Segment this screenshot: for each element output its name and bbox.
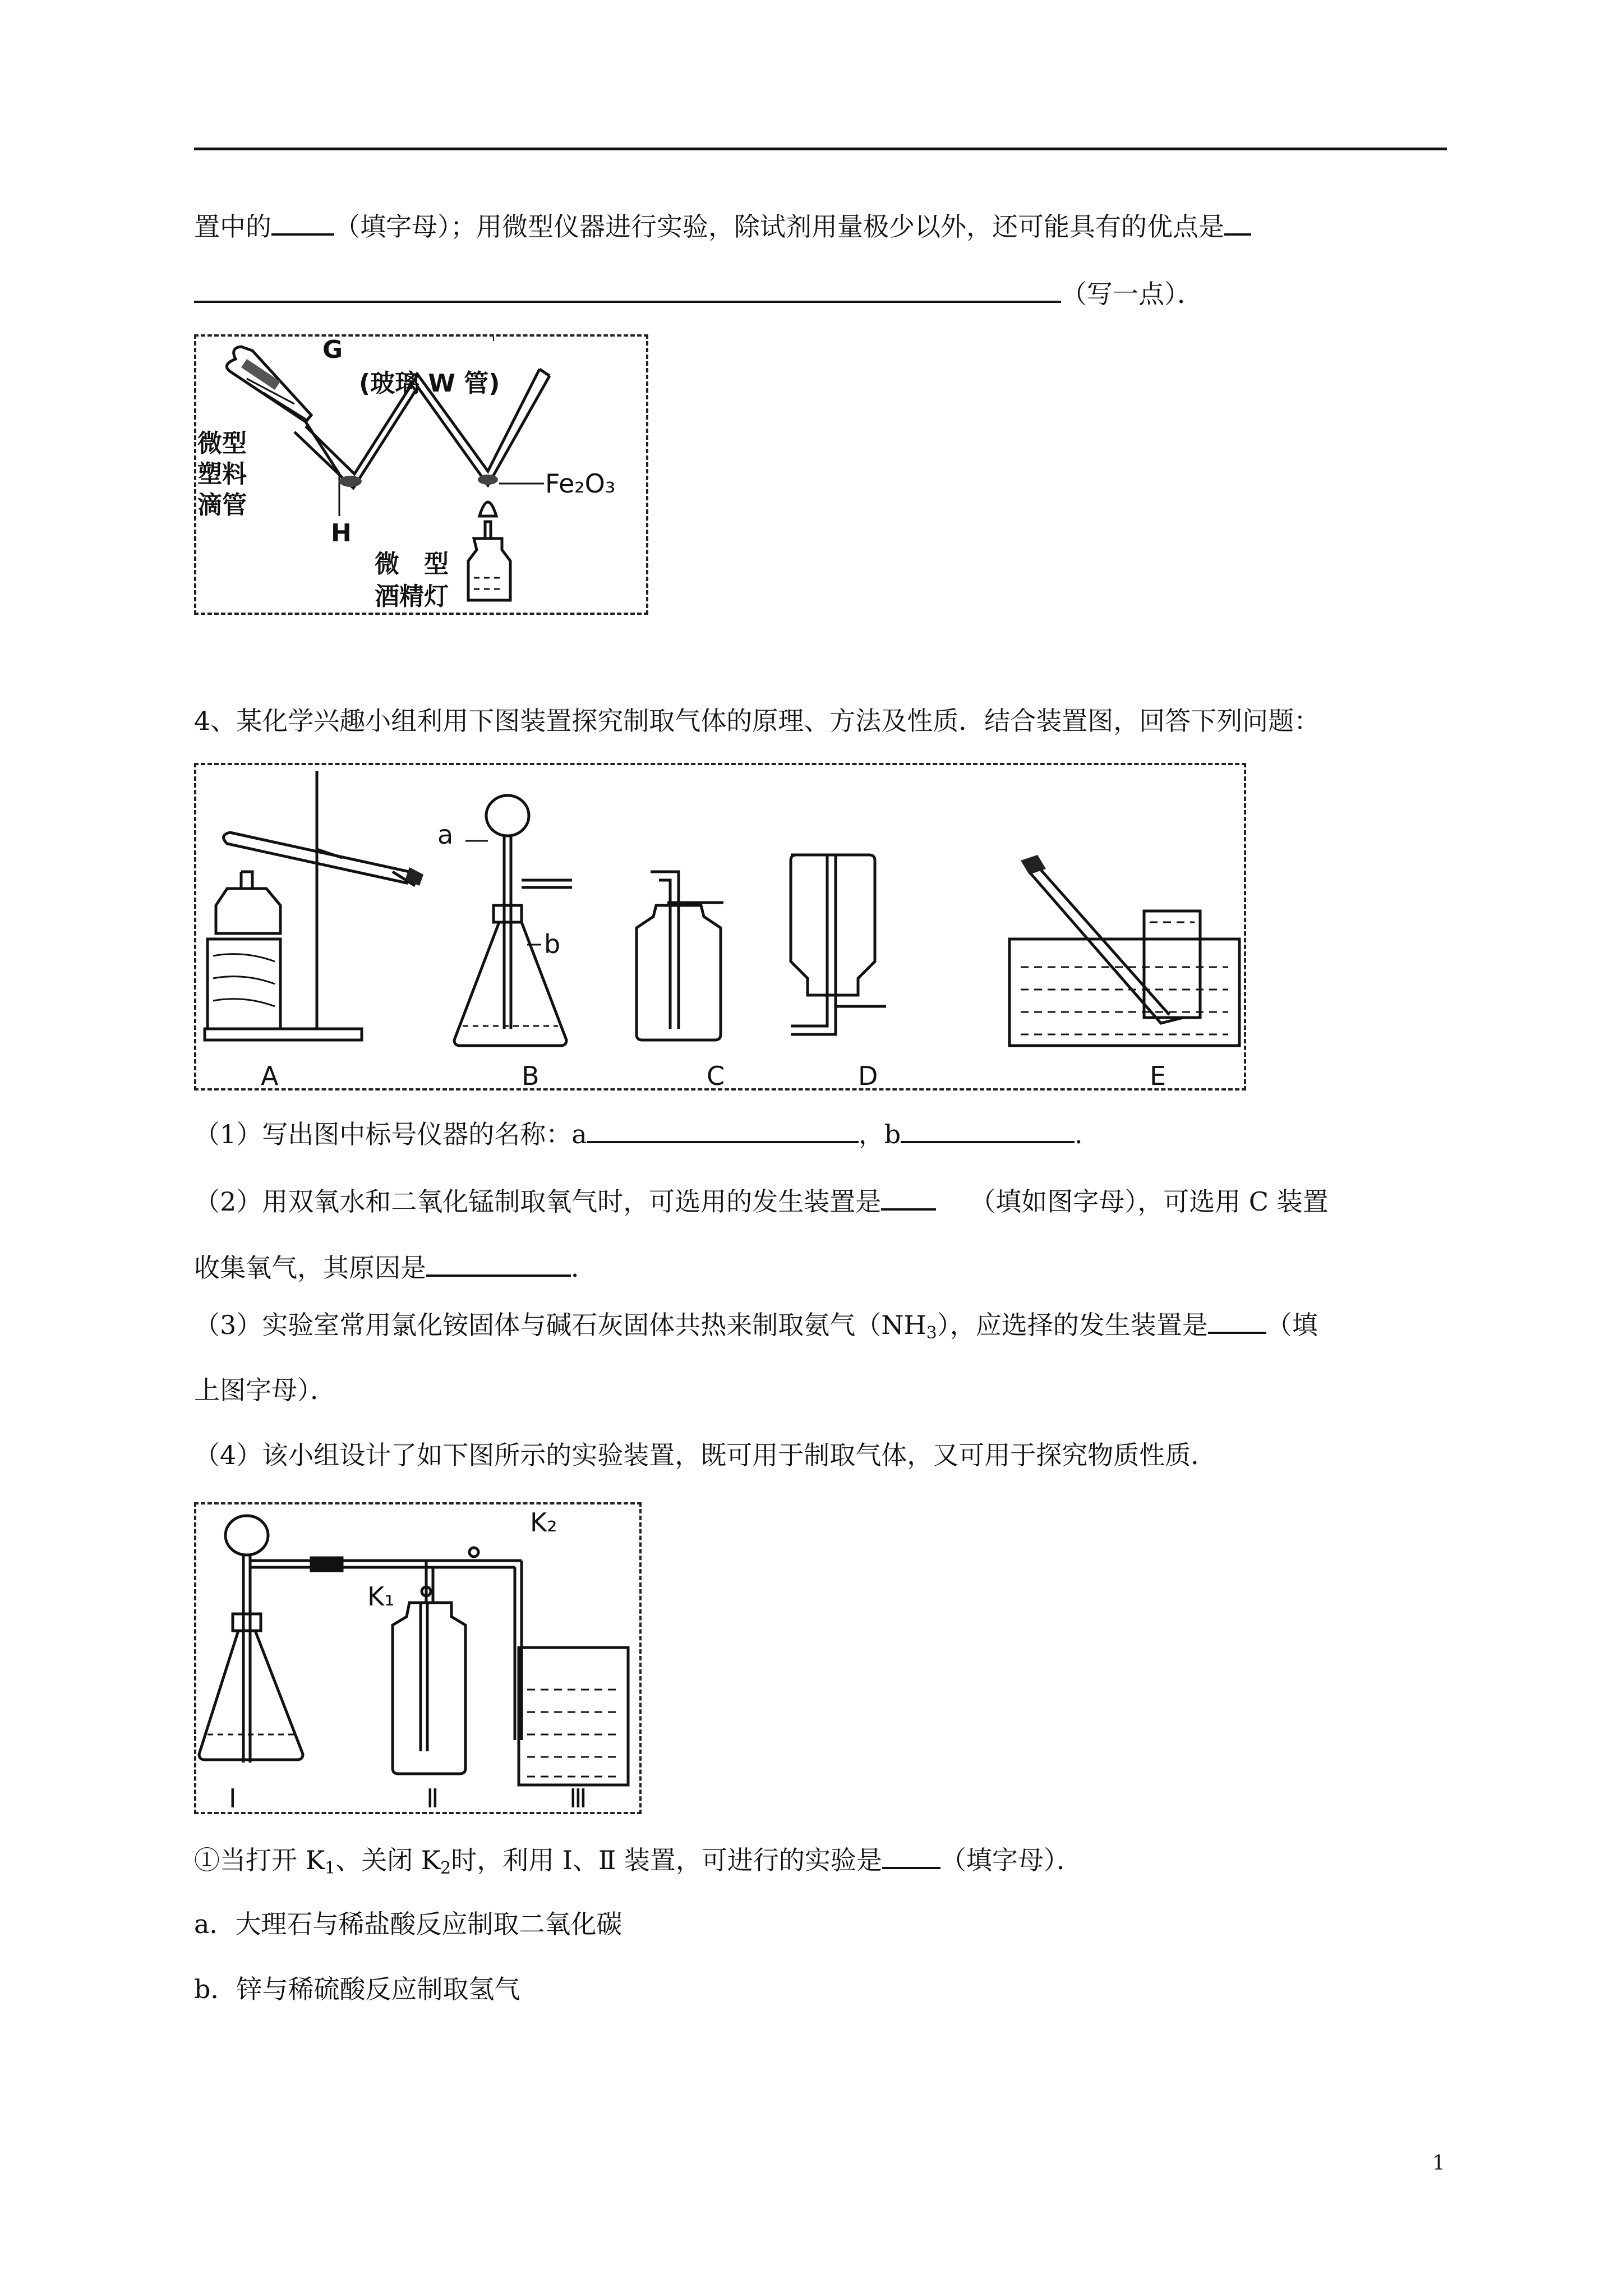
q3-blank-2[interactable] bbox=[1224, 209, 1251, 236]
q4-p1-blank-b[interactable] bbox=[901, 1116, 1075, 1143]
q4-p2-text-b: （填如图字母），可选用 C 装置 bbox=[970, 1186, 1329, 1217]
q4-p3-text-b: ），应选择的发生装置是 bbox=[937, 1310, 1208, 1340]
q3-text-a: 置中的 bbox=[194, 211, 271, 242]
label-a: a bbox=[437, 820, 454, 850]
q3-text-c: （写一点）． bbox=[1061, 279, 1203, 309]
label-lamp-1: 微 型 bbox=[375, 550, 449, 578]
q4-s1-sub1: 1 bbox=[325, 1858, 336, 1878]
label-B: B bbox=[522, 1061, 540, 1091]
q3-line-1 bbox=[194, 209, 1251, 243]
label-k2: K₂ bbox=[530, 1507, 557, 1538]
q4-p3-line-1 bbox=[194, 1307, 1318, 1350]
page-number: 1 bbox=[1432, 2152, 1445, 2175]
q4-s1-text-c: 时，利用 Ⅰ、Ⅱ 装置，可进行的实验是 bbox=[451, 1845, 882, 1875]
label-lamp-2: 酒精灯 bbox=[375, 582, 449, 611]
label-dropper-2: 塑料 bbox=[197, 460, 247, 489]
label-C: C bbox=[707, 1061, 725, 1091]
q4-p1-text-b: ，b bbox=[858, 1119, 901, 1149]
q4-s1-sub2: 2 bbox=[440, 1858, 451, 1878]
label-D: D bbox=[858, 1061, 878, 1091]
q4-s1 bbox=[194, 1842, 1082, 1885]
w-tube-figure bbox=[194, 334, 648, 615]
label-w-tube: (玻璃 W 管) bbox=[359, 369, 500, 398]
q4-p2-end: ． bbox=[571, 1253, 597, 1283]
q4-p1 bbox=[194, 1116, 1100, 1151]
label-A: A bbox=[261, 1061, 279, 1091]
label-dropper-1: 微型 bbox=[197, 429, 247, 458]
q4-p3-text-a: （3）实验室常用氯化铵固体与碱石灰固体共热来制取氨气（NH bbox=[194, 1310, 926, 1340]
label-i: Ⅰ bbox=[229, 1783, 237, 1814]
apparatus-figure-2 bbox=[194, 1502, 642, 1814]
label-k1: K₁ bbox=[367, 1581, 395, 1612]
q4-s1-text-d: （填字母）． bbox=[940, 1845, 1082, 1875]
q4-p3-line-2: 上图字母）． bbox=[194, 1375, 336, 1405]
q4-p2-blank-1[interactable] bbox=[881, 1184, 936, 1211]
q4-p2-text-c: 收集氧气，其原因是 bbox=[194, 1253, 426, 1283]
label-E: E bbox=[1150, 1061, 1166, 1091]
q4-p2-text-a: （2）用双氧水和二氧化锰制取氧气时，可选用的发生装置是 bbox=[194, 1186, 882, 1217]
label-ii: Ⅱ bbox=[426, 1783, 439, 1814]
q4-s1-blank[interactable] bbox=[882, 1842, 940, 1869]
q3-text-b: （填字母）；用微型仪器进行实验，除试剂用量极少以外，还可能具有的优点是 bbox=[334, 211, 1224, 242]
apparatus-figure bbox=[194, 763, 1246, 1091]
q4-p1-end: ． bbox=[1075, 1119, 1101, 1149]
label-b: b bbox=[544, 929, 561, 959]
q4-s1-text-b: 、关闭 K bbox=[335, 1845, 441, 1875]
q4-p1-blank-a[interactable] bbox=[587, 1116, 859, 1143]
q4-p3-blank[interactable] bbox=[1208, 1307, 1266, 1334]
label-g: G bbox=[322, 337, 343, 364]
option-a: a．大理石与稀盐酸反应制取二氧化碳 bbox=[194, 1909, 623, 1939]
label-h: H bbox=[331, 519, 352, 547]
q4-p2-line-1 bbox=[194, 1184, 1329, 1218]
header-rule bbox=[194, 148, 1447, 150]
q4-p1-text-a: （1）写出图中标号仪器的名称：a bbox=[194, 1119, 587, 1149]
q4-p4: （4）该小组设计了如下图所示的实验装置，既可用于制取气体，又可用于探究物质性质． bbox=[194, 1440, 1217, 1470]
label-fe2o3: Fe₂O₃ bbox=[545, 468, 616, 499]
q4-s1-text-a: ①当打开 K bbox=[194, 1845, 325, 1875]
q3-blank-3[interactable] bbox=[194, 276, 1061, 303]
option-b: b．锌与稀硫酸反应制取氢气 bbox=[194, 1974, 520, 2004]
q4-p2-line-2 bbox=[194, 1250, 597, 1285]
q3-blank-1[interactable] bbox=[271, 209, 334, 236]
q4-stem: 4、某化学兴趣小组利用下图装置探究制取气体的原理、方法及性质．结合装置图，回答下列问题： bbox=[194, 706, 1320, 736]
q4-p2-blank-2[interactable] bbox=[426, 1250, 571, 1277]
q3-line-2 bbox=[194, 276, 1203, 311]
q4-p3-text-c: （填 bbox=[1266, 1310, 1318, 1340]
q4-p3-sub: 3 bbox=[926, 1323, 937, 1343]
label-dropper-3: 滴管 bbox=[197, 491, 247, 519]
label-iii: Ⅲ bbox=[569, 1783, 587, 1814]
